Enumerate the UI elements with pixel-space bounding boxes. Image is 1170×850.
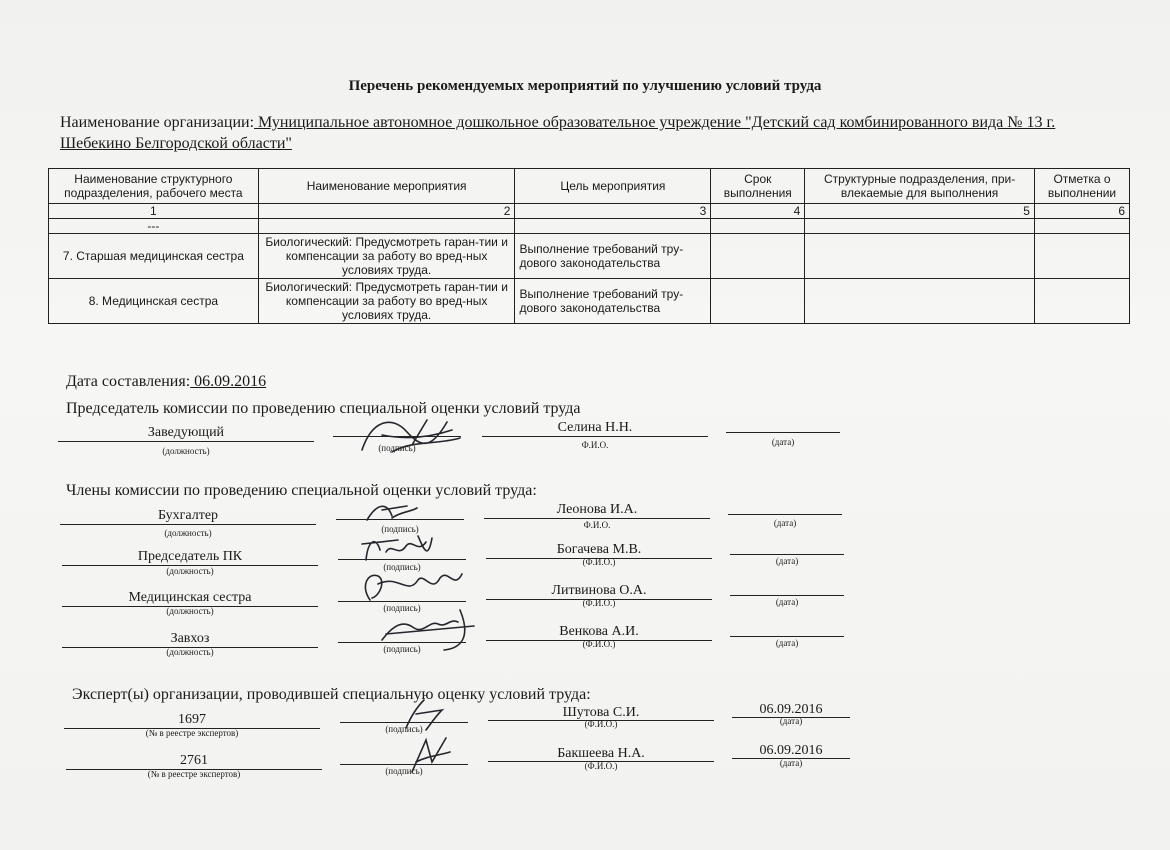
caption-signature: (подпись) <box>383 562 421 572</box>
caption-registry: (№ в реестре экспертов) <box>147 769 241 779</box>
caption-date: (дата) <box>779 716 803 726</box>
table-header-row <box>49 169 1130 204</box>
measures-table <box>48 168 1130 324</box>
cell-mark <box>1034 234 1129 279</box>
organization-label: Наименование организации: <box>60 114 255 131</box>
member-position: Завхоз <box>170 631 210 646</box>
compile-date-value: 06.09.2016 <box>190 373 267 390</box>
caption-signature: (подпись) <box>383 603 421 613</box>
cell-measure: Биологический: Предусмотреть гаран-тии и компенсации за работу во вред-ных условиях труда. <box>258 279 515 324</box>
expert-date: 06.09.2016 <box>759 702 823 717</box>
caption-fio: (Ф.И.О.) <box>584 719 618 729</box>
caption-date: (дата) <box>775 597 799 607</box>
column-number: 2 <box>258 204 515 219</box>
expert-date: 06.09.2016 <box>759 743 823 758</box>
cell-measure: Биологический: Предусмотреть гаран-тии и компенсации за работу во вред-ных условиях труда. <box>258 234 515 279</box>
caption-fio: (Ф.И.О.) <box>584 761 618 771</box>
cell-goal: Выполнение требований тру-дового законодательства <box>515 234 711 279</box>
member-position: Бухгалтер <box>157 508 219 523</box>
caption-signature: (подпись) <box>385 724 423 734</box>
chairman-position: Заведующий <box>147 425 225 440</box>
caption-fio: Ф.И.О. <box>581 440 609 450</box>
experts-heading: Эксперт(ы) организации, проводившей специальную оценку условий труда: <box>72 686 591 703</box>
table-row <box>49 234 1130 279</box>
column-number: 5 <box>805 204 1035 219</box>
member-name: Богачева М.В. <box>556 542 642 557</box>
expert-registry-number: 2761 <box>180 753 208 768</box>
header-cell: Срок выполнения <box>711 169 805 204</box>
signature-scrawl <box>358 566 468 606</box>
header-cell: Наименование структурного подразделения, рабочего места <box>49 169 259 204</box>
members-heading: Члены комиссии по проведению специальной оценки условий труда: <box>66 482 537 499</box>
caption-fio: (Ф.И.О.) <box>582 598 616 608</box>
signature-scrawl <box>374 604 484 656</box>
caption-date: (дата) <box>775 638 799 648</box>
member-name: Литвинова О.А. <box>551 583 647 598</box>
document-title: Перечень рекомендуемых мероприятий по улучшению условий труда <box>348 78 822 94</box>
table-row <box>49 219 1130 234</box>
cell-mark <box>1034 279 1129 324</box>
header-cell: Наименование мероприятия <box>258 169 515 204</box>
table-row <box>49 279 1130 324</box>
cell-units <box>805 234 1035 279</box>
member-position: Председатель ПК <box>137 549 243 564</box>
cell-goal: Выполнение требований тру-дового законодательства <box>515 279 711 324</box>
expert-name: Бакшеева Н.А. <box>557 746 645 761</box>
chairman-name: Селина Н.Н. <box>557 420 633 435</box>
organization-block <box>60 112 1120 154</box>
signature-scrawl <box>406 732 456 776</box>
caption-date: (дата) <box>771 437 795 447</box>
caption-fio: (Ф.И.О.) <box>582 557 616 567</box>
caption-fio: (Ф.И.О.) <box>582 639 616 649</box>
column-number: 3 <box>515 204 711 219</box>
column-number: 1 <box>49 204 259 219</box>
header-cell: Цель мероприятия <box>515 169 711 204</box>
cell-units <box>805 279 1035 324</box>
caption-position: (должность) <box>164 528 212 538</box>
cell-term <box>711 234 805 279</box>
caption-position: (должность) <box>166 566 214 576</box>
caption-date: (дата) <box>775 556 799 566</box>
cell-place: 8. Медицинская сестра <box>49 279 259 324</box>
member-name: Леонова И.А. <box>556 502 638 517</box>
caption-date: (дата) <box>779 758 803 768</box>
caption-position: (должность) <box>166 606 214 616</box>
column-number-row <box>49 204 1130 219</box>
organization-value: Муниципальное автономное дошкольное образовательное учреждение "Детский сад комбинированного вида № 13 г. Шебекино Белгородской области" <box>60 114 1056 152</box>
caption-signature: (подпись) <box>385 766 423 776</box>
caption-signature: (подпись) <box>383 644 421 654</box>
cell-place: 7. Старшая медицинская сестра <box>49 234 259 279</box>
caption-position: (должность) <box>162 446 210 456</box>
caption-date: (дата) <box>773 518 797 528</box>
member-name: Венкова А.И. <box>559 624 639 639</box>
expert-registry-number: 1697 <box>178 712 206 727</box>
signature-scrawl <box>352 410 472 460</box>
member-position: Медицинская сестра <box>128 590 252 605</box>
caption-signature: (подпись) <box>381 524 419 534</box>
column-number: 4 <box>711 204 805 219</box>
header-cell: Структурные подразделения, при-влекаемые для выполнения <box>805 169 1035 204</box>
caption-position: (должность) <box>166 647 214 657</box>
caption-fio: Ф.И.О. <box>583 520 611 530</box>
signature-scrawl <box>402 694 452 734</box>
caption-signature: (подпись) <box>378 443 416 453</box>
signature-scrawl <box>358 530 438 570</box>
cell-term <box>711 279 805 324</box>
signature-scrawl <box>362 498 422 528</box>
compile-date-label: Дата составления: <box>66 373 191 390</box>
expert-name: Шутова С.И. <box>562 705 640 720</box>
chairman-heading: Председатель комиссии по проведению специальной оценки условий труда <box>66 400 581 417</box>
column-number: 6 <box>1034 204 1129 219</box>
header-cell: Отметка о выполнении <box>1034 169 1129 204</box>
dash-cell: --- <box>49 219 259 234</box>
compile-date <box>66 373 266 391</box>
caption-registry: (№ в реестре экспертов) <box>145 728 239 738</box>
